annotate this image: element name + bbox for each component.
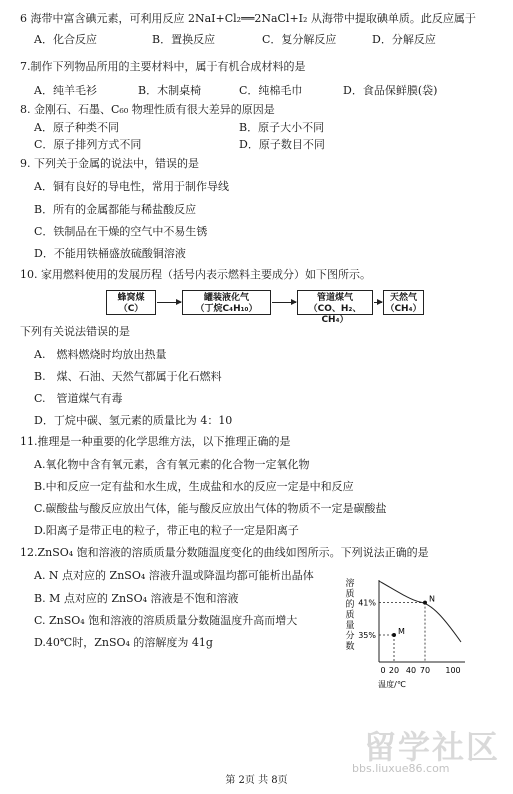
q11-option-d: D.阳离子是带正电的粒子，带正电的粒子一定是阳离子 bbox=[34, 524, 299, 537]
y-axis-label-char: 数 bbox=[345, 642, 355, 652]
y-axis-label-char: 的 bbox=[345, 600, 355, 610]
q8-option-a: A．原子种类不同 bbox=[34, 121, 119, 134]
q7-option-b: B．木制桌椅 bbox=[138, 84, 202, 97]
y-axis-label bbox=[345, 577, 354, 652]
flow-box-lpg bbox=[182, 290, 271, 315]
y-axis-label-char: 质 bbox=[345, 589, 355, 600]
q8-option-b: B．原子大小不同 bbox=[239, 121, 325, 134]
q8-option-c: C．原子排列方式不同 bbox=[34, 138, 142, 151]
q8-option-d: D．原子数目不同 bbox=[239, 138, 325, 151]
q8-stem: 8. 金刚石、石墨、C₆₀ 物理性质有很大差异的原因是 bbox=[20, 103, 275, 116]
q11-option-c: C.碳酸盐与酸反应放出气体，能与酸反应放出气体的物质不一定是碳酸盐 bbox=[34, 502, 387, 515]
q9-option-c: C．铁制品在干燥的空气中不易生锈 bbox=[34, 225, 208, 238]
q7-stem: 7.制作下列物品所用的主要材料中，属于有机合成材料的是 bbox=[20, 60, 306, 73]
q6-stem: 6 海带中富含碘元素，可利用反应 2NaI+Cl₂══2NaCl+I₂ 从海带中提取碘单质。此反应属于 bbox=[20, 12, 476, 25]
y-axis-label-char: 质 bbox=[345, 610, 355, 621]
flow-box-natural-gas bbox=[383, 290, 424, 315]
q6-option-c: C．复分解反应 bbox=[262, 33, 337, 46]
x-tick-label: 0 bbox=[380, 666, 386, 675]
q10-option-c: C. 管道煤气有毒 bbox=[34, 392, 123, 405]
flow-box-comp: （丁烷C₄H₁₀） bbox=[195, 304, 258, 314]
q6-option-d: D．分解反应 bbox=[372, 33, 436, 46]
y-tick-label: 35% bbox=[358, 631, 376, 640]
y-axis-label-char: 溶 bbox=[345, 579, 355, 589]
q11-stem: 11.推理是一种重要的化学思维方法，以下推理正确的是 bbox=[20, 435, 291, 448]
q7-option-a: A．纯羊毛衫 bbox=[34, 84, 97, 97]
y-tick-label: 41% bbox=[358, 598, 376, 608]
x-tick-label: 70 bbox=[419, 666, 431, 675]
q6-option-b: B．置换反应 bbox=[152, 33, 216, 46]
q6-option-a: A．化合反应 bbox=[34, 33, 97, 46]
x-tick-label: 100 bbox=[445, 666, 461, 675]
flow-box-comp: （CH₄） bbox=[385, 304, 422, 314]
q10-option-b: B. 煤、石油、天然气都属于化石燃料 bbox=[34, 370, 222, 383]
point-label-m: M bbox=[398, 627, 405, 636]
solubility-curve bbox=[379, 581, 461, 642]
q10-option-d: D．丁烷中碳、氢元素的质量比为 4：10 bbox=[34, 414, 233, 427]
flow-arrow bbox=[157, 302, 181, 303]
q7-option-d: D．食品保鲜膜(袋) bbox=[343, 84, 438, 97]
flow-box-name: 蜂窝煤 bbox=[117, 293, 145, 303]
point-n bbox=[423, 601, 427, 605]
flow-box-comp: （C） bbox=[118, 304, 144, 314]
q12-option-c: C. ZnSO₄ 饱和溶液的溶质质量分数随温度升高而增大 bbox=[34, 614, 298, 627]
q7-option-c: C．纯棉毛巾 bbox=[239, 84, 303, 97]
watermark-url: bbs.liuxue86.com bbox=[352, 762, 450, 775]
x-tick-label: 20 bbox=[388, 666, 400, 675]
flow-arrow bbox=[272, 302, 296, 303]
q10-option-a: A. 燃料燃烧时均放出热量 bbox=[34, 348, 167, 361]
q12-option-a: A. N 点对应的 ZnSO₄ 溶液升温或降温均都可能析出晶体 bbox=[34, 569, 314, 582]
q9-option-d: D．不能用铁桶盛放硫酸铜溶液 bbox=[34, 247, 186, 260]
page-footer: 第 2页 共 8页 bbox=[225, 775, 288, 786]
flow-box-name: 罐装液化气 bbox=[203, 293, 249, 303]
point-label-n: N bbox=[429, 594, 435, 604]
zinc-sulfate-solubility-chart bbox=[340, 572, 475, 690]
q10-substem: 下列有关说法错误的是 bbox=[20, 325, 130, 338]
flow-box-pipeline-gas bbox=[297, 290, 373, 325]
x-axis-label: 温度/℃ bbox=[378, 680, 406, 689]
q9-option-a: A．铜有良好的导电性，常用于制作导线 bbox=[34, 180, 229, 193]
flow-arrow bbox=[374, 302, 382, 303]
q12-option-b: B. M 点对应的 ZnSO₄ 溶液是不饱和溶液 bbox=[34, 592, 239, 605]
flow-box-name: 天然气 bbox=[389, 293, 417, 303]
point-m bbox=[392, 633, 396, 637]
watermark-logo: 留学社区 bbox=[364, 728, 501, 766]
x-tick-label: 40 bbox=[405, 666, 417, 675]
q12-stem: 12.ZnSO₄ 饱和溶液的溶质质量分数随温度变化的曲线如图所示。下列说法正确的是 bbox=[20, 546, 429, 559]
q11-option-a: A.氧化物中含有氧元素，含有氧元素的化合物一定氧化物 bbox=[34, 458, 310, 471]
y-axis-label-char: 量 bbox=[345, 621, 355, 631]
q9-option-b: B．所有的金属都能与稀盐酸反应 bbox=[34, 203, 197, 216]
flow-box-name: 管道煤气 bbox=[316, 293, 353, 303]
q10-stem: 10. 家用燃料使用的发展历程（括号内表示燃料主要成分）如下图所示。 bbox=[20, 268, 371, 281]
q9-stem: 9. 下列关于金属的说法中，错误的是 bbox=[20, 157, 199, 170]
flow-box-comp: （CO、H₂、CH₄） bbox=[308, 304, 362, 325]
flow-box-honeycomb-coal bbox=[106, 290, 156, 315]
q11-option-b: B.中和反应一定有盐和水生成，生成盐和水的反应一定是中和反应 bbox=[34, 480, 354, 493]
q12-option-d: D.40℃时，ZnSO₄ 的溶解度为 41g bbox=[34, 636, 213, 649]
y-axis-label-char: 分 bbox=[345, 631, 355, 642]
